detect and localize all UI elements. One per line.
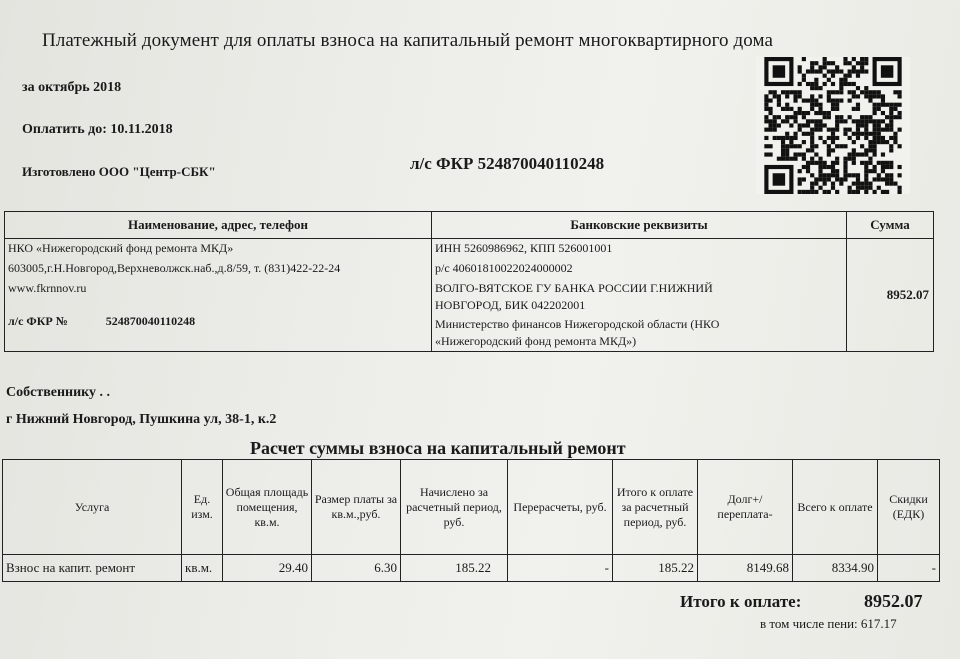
org-address: 603005,г.Н.Новгород,Верхневолжск.наб.,д.8/59, т. (831)422-22-24 — [8, 261, 341, 275]
col-total-due: Всего к оплате — [793, 460, 878, 555]
cell-discount: - — [878, 555, 940, 582]
table-row — [3, 555, 940, 582]
calculation-table — [2, 459, 940, 582]
cell-service: Взнос на капит. ремонт — [3, 555, 182, 582]
cell-total-due: 8334.90 — [793, 555, 878, 582]
col-accrued: Начислено за расчетный период, руб. — [401, 460, 508, 555]
cell-total-period: 185.22 — [613, 555, 698, 582]
cell-debt: 8149.68 — [698, 555, 793, 582]
recipient-info — [5, 239, 432, 352]
col-debt: Долг+/ переплата- — [698, 460, 793, 555]
qr-code-icon — [756, 57, 910, 194]
header-name-address: Наименование, адрес, телефон — [5, 212, 432, 239]
org-account — [8, 313, 428, 330]
document-title: Платежный документ для оплаты взноса на капитальный ремонт многоквартирного дома — [42, 30, 774, 51]
bank-recipient-2: «Нижегородский фонд ремонта МКД») — [435, 334, 637, 348]
header-sum: Сумма — [847, 212, 934, 239]
billing-period: за октябрь 2018 — [22, 80, 122, 95]
owner-label: Собственнику . . — [6, 385, 111, 400]
cell-rate: 6.30 — [312, 555, 401, 582]
recipient-sum: 8952.07 — [847, 239, 934, 352]
org-name: НКО «Нижегородский фонд ремонта МКД» — [8, 241, 234, 255]
org-website: www.fkrnnov.ru — [8, 281, 87, 295]
cell-recalc: - — [508, 555, 613, 582]
cell-accrued: 185.22 — [401, 555, 508, 582]
col-rate: Размер платы за кв.м.,руб. — [312, 460, 401, 555]
penalty-note: в том числе пени: 617.17 — [760, 616, 897, 631]
calc-title: Расчет суммы взноса на капитальный ремонт — [250, 438, 626, 458]
col-service: Услуга — [3, 460, 182, 555]
total-label: Итого к оплате: — [680, 592, 802, 611]
owner-address: г Нижний Новгород, Пушкина ул, 38-1, к.2 — [6, 412, 277, 427]
account-number: л/с ФКР 524870040110248 — [410, 154, 605, 173]
bank-inn: ИНН 5260986962, КПП 526001001 — [435, 241, 613, 255]
org-account-label: л/с ФКР № — [8, 314, 68, 328]
bank-details — [432, 239, 847, 352]
total-value: 8952.07 — [864, 591, 923, 611]
col-total-period: Итого к оплате за расчетный период, руб. — [613, 460, 698, 555]
col-unit: Ед. изм. — [182, 460, 223, 555]
bank-name-1: ВОЛГО-ВЯТСКОЕ ГУ БАНКА РОССИИ Г.НИЖНИЙ — [435, 281, 713, 295]
col-recalc: Перерасчеты, руб. — [508, 460, 613, 555]
cell-area: 29.40 — [223, 555, 312, 582]
bank-recipient-1: Министерство финансов Нижегородской области (НКО — [435, 317, 720, 331]
issuer: Изготовлено ООО "Центр-СБК" — [22, 164, 216, 179]
col-discount: Скидки (ЕДК) — [878, 460, 940, 555]
org-account-value: 524870040110248 — [105, 314, 196, 328]
col-area: Общая площадь помещения, кв.м. — [223, 460, 312, 555]
bank-account: р/с 40601810022024000002 — [435, 261, 573, 275]
due-date: Оплатить до: 10.11.2018 — [22, 122, 173, 137]
bank-name-2: НОВГОРОД, БИК 042202001 — [435, 298, 586, 312]
cell-unit: кв.м. — [182, 555, 223, 582]
recipient-table — [4, 211, 934, 352]
header-bank-details: Банковские реквизиты — [432, 212, 847, 239]
